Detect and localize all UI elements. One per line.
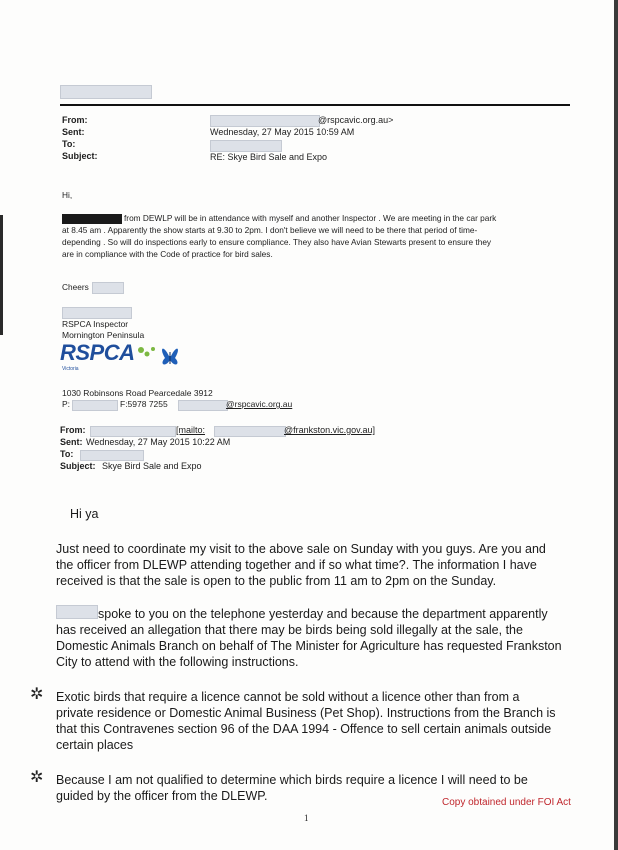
redaction-black [62, 214, 122, 224]
signature-title: RSPCA Inspector [62, 319, 129, 329]
bullet-line: private residence or Domestic Animal Business (Pet Shop). Instructions from the Branch is [56, 706, 556, 720]
mailto-domain[interactable]: @frankston.vic.gov.au] [284, 425, 376, 435]
redaction-box [72, 400, 118, 411]
redaction-box [62, 307, 132, 319]
redaction-box [210, 115, 320, 127]
fax: F:5978 7255 [120, 399, 168, 409]
sent-label: Sent: [60, 437, 83, 447]
redaction-box [214, 426, 286, 437]
subject-label: Subject: [62, 151, 98, 161]
rspca-logo-sub: Victoria [62, 366, 79, 372]
from-label: From: [62, 115, 88, 125]
greeting: Hi ya [70, 507, 99, 521]
bullet-line: Because I am not qualified to determine which birds require a licence I will need to be [56, 773, 528, 787]
scan-edge [0, 215, 3, 335]
handwritten-bullet-icon: ✲ [30, 769, 44, 786]
subject-value: Skye Bird Sale and Expo [102, 461, 202, 471]
from-value: @rspcavic.org.au> [318, 115, 394, 125]
bullet-line: certain places [56, 738, 134, 752]
greeting: Hi, [62, 190, 73, 200]
paragraph-line: City to attend with the following instructions. [56, 655, 299, 669]
sent-label: Sent: [62, 127, 85, 137]
sent-value: Wednesday, 27 May 2015 10:59 AM [210, 127, 355, 137]
rspca-logo: RSPCA [60, 340, 135, 365]
redaction-box [80, 450, 144, 461]
subject-value: RE: Skye Bird Sale and Expo [210, 152, 328, 162]
paragraph-line: has received an allegation that there may be birds being sold illegally at the sale, the [56, 623, 523, 637]
body-line: from DEWLP will be in attendance with myself and another Inspector . We are meeting in the car park [124, 213, 497, 223]
subject-label: Subject: [60, 461, 96, 471]
mailto-link[interactable]: [mailto: [176, 425, 206, 435]
body-line: are in compliance with the Code of practice for bird sales. [62, 249, 273, 259]
address: 1030 Robinsons Road Pearcedale 3912 [62, 388, 213, 398]
paragraph-line: spoke to you on the telephone yesterday and because the department apparently [98, 607, 548, 621]
logo-flowers-butterfly-icon [133, 342, 188, 370]
paragraph-line: Just need to coordinate my visit to the above sale on Sunday with you guys. Are you and [56, 542, 546, 556]
phone-label: P: [62, 399, 71, 409]
email-link[interactable]: @rspcavic.org.au [226, 399, 293, 409]
scan-edge [614, 0, 618, 850]
foi-stamp: Copy obtained under FOI Act [442, 797, 571, 808]
bullet-line: guided by the officer from the DLEWP. [56, 789, 268, 803]
redaction-box [178, 400, 228, 411]
redaction-box [210, 140, 282, 152]
to-label: To: [62, 139, 76, 149]
redaction-box [90, 426, 176, 437]
redaction-box [56, 605, 98, 619]
from-label: From: [60, 425, 86, 435]
header-rule [60, 104, 570, 106]
paragraph-line: Domestic Animals Branch on behalf of The Minister for Agriculture has requested Frankston [56, 639, 562, 653]
paragraph-line: received is that the sale is open to the public from 11 am to 2pm on the Sunday. [56, 574, 497, 588]
body-line: at 8.45 am . Apparently the show starts at 9.30 to 2pm. I don't believe we will need to be there that period of time- [62, 225, 478, 235]
paragraph-line: the officer from DLEWP attending together and if so what time?. The information I have [56, 558, 537, 572]
page-number: 1 [304, 813, 309, 823]
redaction-box [92, 282, 124, 294]
sent-value: Wednesday, 27 May 2015 10:22 AM [86, 437, 231, 447]
signoff: Cheers [62, 282, 89, 292]
signature-location: Mornington Peninsula [62, 330, 145, 340]
to-label: To: [60, 449, 74, 459]
handwritten-bullet-icon: ✲ [30, 686, 44, 703]
body-line: depending . So will do inspections early to ensure compliance. They also have Avian Stewarts present to ensure they [62, 237, 492, 247]
bullet-line: that this Contravenes section 96 of the DAA 1994 - Offence to sell certain animals outside [56, 722, 552, 736]
bullet-line: Exotic birds that require a licence cannot be sold without a licence other than from a [56, 690, 520, 704]
redaction-box [60, 85, 152, 99]
